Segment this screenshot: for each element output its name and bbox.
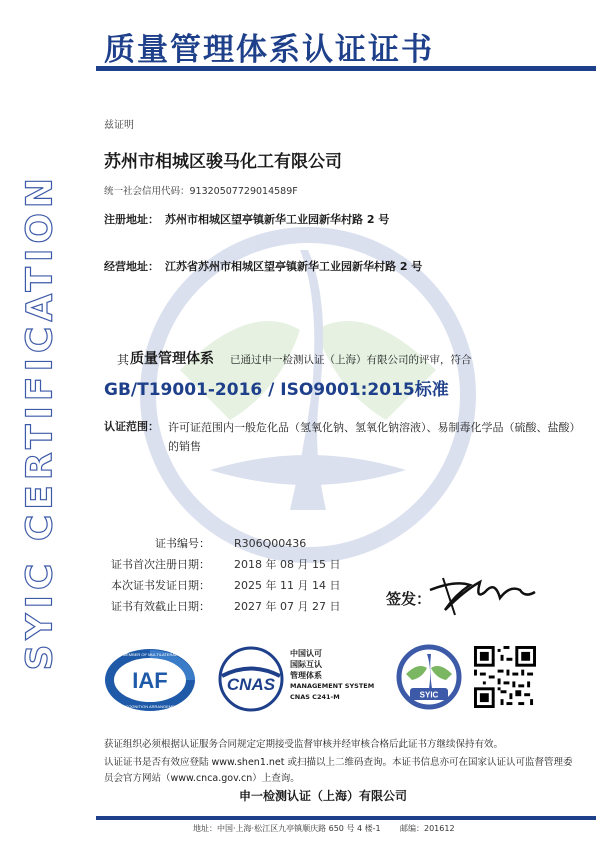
- syic-logo-text: SYIC: [419, 690, 439, 700]
- credit-code: 统一社会信用代码：91320507729014589F: [104, 186, 298, 197]
- issuer-postcode: 邮编：201612: [400, 824, 455, 833]
- detail-row: 证书有效截止日期： 2027 年 07 月 27 日: [111, 600, 341, 613]
- iaf-logo: [104, 648, 196, 712]
- detail-row: 本次证书发证日期： 2025 年 11 月 14 日: [111, 579, 341, 592]
- statement-suffix: 已通过申一检测认证（上海）有限公司的评审，符合: [230, 354, 472, 366]
- registered-address: 苏州市相城区望亭镇新华工业园新华村路 2 号: [165, 213, 390, 226]
- cnas-code: CNAS C241-M: [290, 693, 340, 701]
- iaf-bottom-text: RECOGNITION ARRANGEMENT: [119, 704, 181, 709]
- signature-label: 签发：: [386, 590, 432, 608]
- issuer-address: 地址：中国·上海·松江区九亭镇顺庆路 650 号 4 楼-1: [193, 824, 381, 833]
- detail-row: 证书编号： R306Q00436: [155, 537, 307, 550]
- statement-prefix: 其: [117, 353, 130, 367]
- cnas-cn-line3: 管理体系: [290, 671, 322, 680]
- cnas-main-text: CNAS: [226, 675, 276, 694]
- footer-note-2: 认证证书是否有效应登陆 www.shen1.net 或扫描以上二维码查询。本证书信息亦可在国家认证认可监督管理委: [104, 757, 573, 768]
- iaf-main-text: IAF: [132, 668, 168, 693]
- cnas-cn-line2: 国际互认: [290, 660, 322, 669]
- registered-address-label: 注册地址：: [104, 213, 159, 226]
- footer-note-3: 员会官方网站（www.cnca.gov.cn）上查询。: [104, 773, 300, 784]
- statement-system: 质量管理体系: [130, 351, 214, 367]
- business-address-label: 经营地址：: [104, 260, 159, 273]
- iaf-top-text: MEMBER OF MULTILATERAL: [122, 652, 178, 657]
- company-name: 苏州市相城区骏马化工有限公司: [104, 152, 342, 172]
- business-address: 江苏省苏州市相城区望亭镇新华工业园新华村路 2 号: [165, 260, 423, 273]
- cnas-logo: [212, 646, 290, 712]
- signature: [425, 570, 540, 620]
- standard-name: GB/T19001-2016 / ISO9001:2015标准: [104, 380, 449, 400]
- cnas-cn-line1: 中国认可: [290, 649, 322, 658]
- cnas-cn-text: [290, 648, 374, 703]
- issuer-name: 申一检测认证（上海）有限公司: [239, 789, 408, 803]
- scope-text: 许可证范围内一般危化品（氢氧化钠、氢氧化钠溶液）、易制毒化学品（硫酸、盐酸）的销售: [168, 421, 575, 453]
- intro-text: 兹证明: [104, 120, 134, 131]
- qr-code[interactable]: [474, 646, 536, 708]
- scope-label: 认证范围：: [104, 420, 159, 433]
- syic-logo: [396, 644, 462, 712]
- footer-note-1: 获证组织必须根据认证服务合同规定定期接受监督审核并经审核合格后此证书方继续保持有效。: [104, 739, 504, 750]
- certificate-title: 质量管理体系认证证书: [104, 32, 434, 68]
- cnas-en-line: MANAGEMENT SYSTEM: [290, 682, 375, 690]
- side-certification-text: SYIC CERTIFICATION: [19, 172, 61, 671]
- detail-row: 证书首次注册日期： 2018 年 08 月 15 日: [111, 558, 341, 571]
